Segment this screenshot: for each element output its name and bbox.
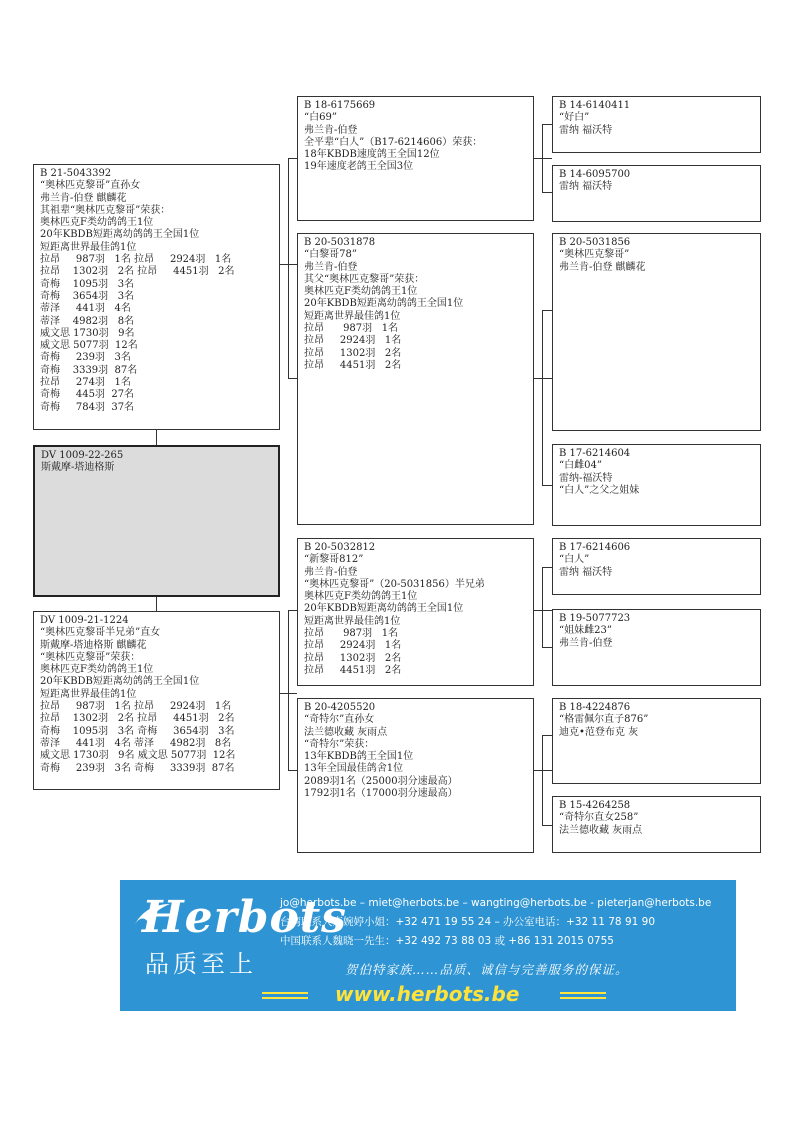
pedigree-line: “格雷佩尔直子876”	[559, 714, 649, 726]
connector	[542, 124, 543, 192]
pedigree-line: 19年速度老鸽王全国3位	[304, 161, 414, 173]
connector	[542, 485, 552, 486]
pedigree-line: 其祖辈“奥林匹克黎哥”荣获：	[40, 204, 171, 216]
sire-dam-dam-box	[552, 444, 761, 526]
pedigree-line: 雷纳-福沃特	[559, 472, 613, 484]
phone-taiwan: 台湾联系人卢婉婷小姐：+32 471 19 55 24 – 办公室电话：+32 11 78 91 90	[280, 916, 656, 928]
pedigree-line: 奇梅 239羽 3名	[40, 352, 131, 364]
pedigree-line: 拉昂 987羽 1名	[304, 323, 399, 335]
dam-dam-box	[297, 698, 534, 853]
decor-dash-right	[560, 992, 606, 994]
pedigree-line: 蒂泽 4982羽 8名	[40, 315, 135, 327]
pedigree-line: “新黎哥812”	[304, 554, 364, 566]
pedigree-line: 拉昂 1302羽 2名 拉昂 4451羽 2名	[40, 713, 235, 725]
pedigree-line: 拉昂 987羽 1名 拉昂 2924羽 1名	[40, 701, 232, 713]
contact-block	[280, 894, 711, 951]
pedigree-line: 拉昂 274羽 1名	[40, 377, 131, 389]
pedigree-line: 短距离世界最佳鸽1位	[40, 241, 137, 253]
pedigree-line: “奥林匹克黎哥”	[559, 249, 630, 261]
pedigree-line: 雷纳 福沃特	[559, 124, 613, 136]
pedigree-line: B 20-5031878	[304, 237, 376, 248]
pedigree-line: 奥林匹克F类幼鸽鸽王1位	[40, 217, 154, 229]
connector	[542, 735, 543, 825]
pedigree-line: “白人”	[559, 554, 590, 566]
pedigree-line: B 17-6214606	[559, 542, 631, 553]
pedigree-line: “白69”	[304, 112, 337, 124]
pedigree-line: B 20-5031856	[559, 237, 631, 248]
pedigree-line: 法兰德收藏 灰雨点	[304, 726, 388, 738]
pedigree-line: “奇特尔直女258”	[559, 812, 639, 824]
pedigree-line: 拉昂 987羽 1名 拉昂 2924羽 1名	[40, 254, 232, 266]
connector	[542, 310, 543, 485]
pedigree-line: 奥林匹克F类幼鸽鸽王1位	[40, 664, 154, 676]
connector	[542, 124, 552, 125]
connector	[542, 192, 552, 193]
pedigree-line: 威文思 5077羽 12名	[40, 340, 138, 352]
pedigree-line: 18年KBDB速度鸽王全国12位	[304, 149, 440, 161]
slogan: 品质至上	[145, 950, 257, 978]
pedigree-line: 奇梅 239羽 3名 奇梅 3339羽 87名	[40, 762, 235, 774]
pedigree-line: 蒂泽 441羽 4名 蒂泽 4982羽 8名	[40, 737, 232, 749]
pedigree-line: 拉昂 1302羽 2名	[304, 652, 402, 664]
pedigree-line: 弗兰肯-伯登	[304, 124, 358, 136]
pedigree-line: B 18-4224876	[559, 702, 631, 713]
pedigree-line: 拉昂 2924羽 1名	[304, 335, 402, 347]
pedigree-line: 全平辈“白人”（B17-6214606）荣获：	[304, 136, 483, 148]
pedigree-line: 弗兰肯-伯登	[304, 261, 358, 273]
pedigree-line: “奥林匹克黎哥”（20-5031856）半兄弟	[304, 578, 485, 590]
pedigree-line: 短距离世界最佳鸽1位	[304, 310, 401, 322]
pedigree-line: 奥林匹克F类幼鸽鸽王1位	[304, 286, 418, 298]
pedigree-line: 奇梅 1095羽 3名	[40, 278, 135, 290]
pedigree-line: 蒂泽 441羽 4名	[40, 303, 131, 315]
pedigree-line: “奇特尔”直孙女	[304, 714, 375, 726]
pedigree-line: “白人”之父之姐妹	[559, 484, 640, 496]
pedigree-line: “姐妹雌23”	[559, 625, 612, 637]
connector	[156, 429, 157, 446]
website-link[interactable]: www.herbots.be	[335, 982, 520, 1006]
pedigree-line: 奇梅 3339羽 87名	[40, 364, 138, 376]
pedigree-line: “好白”	[559, 112, 590, 124]
pedigree-line: 弗兰肯-伯登	[304, 566, 358, 578]
pedigree-line: 雷纳 福沃特	[559, 566, 613, 578]
pedigree-line: 奇梅 1095羽 3名 奇梅 3654羽 3名	[40, 725, 235, 737]
pedigree-line: 短距离世界最佳鸽1位	[304, 615, 401, 627]
pedigree-line: B 21-5043392	[40, 168, 112, 179]
sire-dam-box	[297, 233, 534, 525]
pedigree-line: 1792羽1名（17000羽分速最高）	[304, 788, 458, 800]
pedigree-line: B 15-4264258	[559, 800, 631, 811]
dam-dam-dam-box	[552, 796, 761, 853]
pedigree-line: 威文思 1730羽 9名 威文思 5077羽 12名	[40, 750, 236, 762]
pedigree-line: B 20-5032812	[304, 542, 376, 553]
pedigree-line: 拉昂 4451羽 2名	[304, 664, 402, 676]
pedigree-line: 奇梅 445羽 27名	[40, 389, 135, 401]
pedigree-line: B 14-6095700	[559, 169, 631, 180]
connector	[288, 610, 289, 770]
pedigree-line: 斯戴摩-塔迪格斯 麒麟花	[40, 639, 147, 651]
pedigree-line: B 19-5077723	[559, 613, 631, 624]
connector	[542, 825, 552, 826]
dam-sire-dam-box	[552, 609, 761, 686]
pedigree-line: 奇梅 784羽 37名	[40, 401, 135, 413]
tagline: 贺伯特家族……品质、诚信与完善服务的保证。	[345, 962, 629, 977]
pedigree-line: 弗兰肯-伯登	[559, 637, 613, 649]
pedigree-line: 20年KBDB短距离幼鸽鸽王全国1位	[304, 603, 464, 615]
pedigree-line: 威文思 1730羽 9名	[40, 327, 135, 339]
connector	[156, 596, 157, 612]
pedigree-line: 拉昂 1302羽 2名	[304, 347, 402, 359]
sire-box	[33, 164, 280, 430]
pedigree-line: 拉昂 987羽 1名	[304, 628, 399, 640]
pedigree-line: 弗兰肯-伯登 麒麟花	[40, 192, 127, 204]
pedigree-line: “奥林匹克黎哥”荣获：	[40, 651, 141, 663]
connector	[288, 158, 289, 378]
sire-dam-sire-box	[552, 233, 761, 431]
herbots-banner	[120, 880, 736, 1011]
pedigree-line: 奥林匹克F类幼鸽鸽王1位	[304, 591, 418, 603]
pedigree-line: 斯戴摩-塔迪格斯	[41, 462, 115, 474]
pedigree-line: B 14-6140411	[559, 100, 631, 111]
pedigree-line: 拉昂 2924羽 1名	[304, 640, 402, 652]
pedigree-line: 13年全国最佳鸽舍1位	[304, 763, 404, 775]
pedigree-line: 短距离世界最佳鸽1位	[40, 688, 137, 700]
pedigree-line: “奥林匹克黎哥”直孙女	[40, 180, 141, 192]
decor-dash-left	[262, 992, 308, 994]
logo-text: Herbots	[142, 892, 347, 943]
dam-sire-box	[297, 538, 534, 686]
pedigree-line: 拉昂 4451羽 2名	[304, 359, 402, 371]
email-list[interactable]: jo@herbots.be – miet@herbots.be – wangting@herbots.be - pieterjan@herbots.be	[280, 897, 712, 909]
connector	[542, 567, 552, 568]
pedigree-line: 20年KBDB短距离幼鸽鸽王全国1位	[304, 298, 464, 310]
pedigree-line: 雷纳 福沃特	[559, 181, 613, 193]
pedigree-line: “白黎哥78”	[304, 249, 357, 261]
pedigree-line: “奥林匹克黎哥半兄弟”直女	[40, 627, 161, 639]
connector	[542, 567, 543, 647]
pedigree-line: 2089羽1名（25000羽分速最高）	[304, 775, 458, 787]
pedigree-line: 弗兰肯-伯登 麒麟花	[559, 261, 646, 273]
dam-sire-sire-box	[552, 538, 761, 595]
dam-dam-sire-box	[552, 698, 761, 784]
pedigree-line: 拉昂 1302羽 2名 拉昂 4451羽 2名	[40, 266, 235, 278]
pedigree-line: 迪克•范登布克 灰	[559, 726, 639, 738]
pedigree-line: 其父“奥林匹克黎哥”荣获：	[304, 273, 425, 285]
pedigree-line: “奇特尔”荣获：	[304, 738, 375, 750]
pedigree-line: “白雌04”	[559, 460, 602, 472]
pedigree-line: 奇梅 3654羽 3名	[40, 290, 135, 302]
pedigree-line: B 20-4205520	[304, 702, 376, 713]
connector	[542, 310, 552, 311]
pedigree-line: 13年KBDB鸽王全国1位	[304, 751, 414, 763]
dam-box	[33, 611, 280, 790]
subject-box	[33, 445, 280, 597]
pedigree-line: B 18-6175669	[304, 100, 376, 111]
pedigree-line: DV 1009-21-1224	[40, 615, 129, 626]
sire-sire-sire-box	[552, 96, 761, 153]
connector	[542, 647, 552, 648]
pedigree-line: 法兰德收藏 灰雨点	[559, 824, 643, 836]
phone-china: 中国联系人魏晓一先生：+32 492 73 88 03 或 +86 131 2015 0755	[280, 935, 614, 947]
sire-sire-box	[297, 96, 534, 221]
pedigree-line: DV 1009-22-265	[41, 450, 124, 461]
connector	[542, 735, 552, 736]
pedigree-line: B 17-6214604	[559, 448, 631, 459]
pedigree-line: 20年KBDB短距离幼鸽鸽王全国1位	[40, 229, 200, 241]
sire-sire-dam-box	[552, 165, 761, 222]
pedigree-line: 20年KBDB短距离幼鸽鸽王全国1位	[40, 676, 200, 688]
